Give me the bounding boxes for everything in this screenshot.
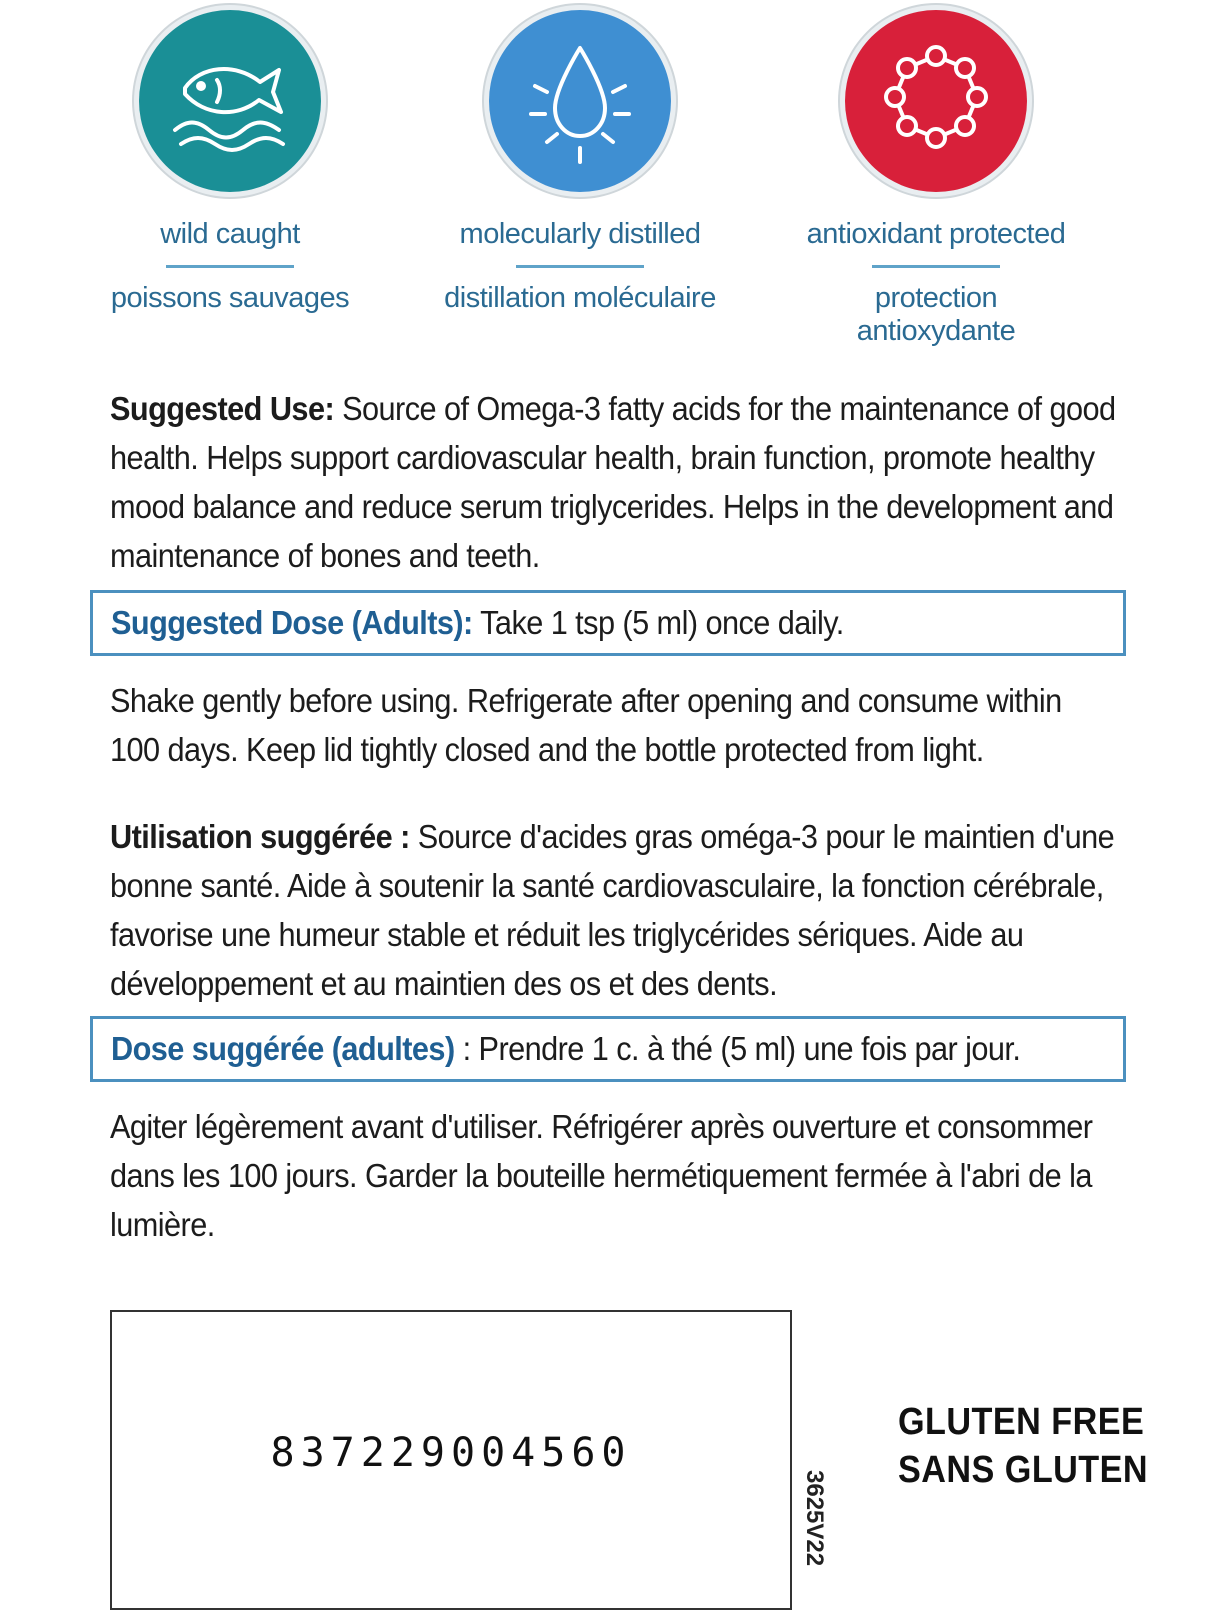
utilisation-label: Utilisation suggérée : xyxy=(110,818,410,855)
molecule-ring-icon xyxy=(845,10,1027,192)
suggested-use-section xyxy=(110,384,1120,580)
utilisation-section xyxy=(110,812,1120,1008)
barcode-box xyxy=(110,1310,792,1610)
barcode-number: 837229004560 xyxy=(270,1430,632,1476)
gluten-free-fr: SANS GLUTEN xyxy=(898,1449,1149,1491)
badge-label-fr: poissons sauvages xyxy=(110,282,350,314)
gluten-free-en: GLUTEN FREE xyxy=(898,1401,1145,1443)
badge-divider xyxy=(166,265,294,268)
utilisation-text: Source d'acides gras oméga-3 pour le maintien d'une bonne santé. Aide à soutenir la santé cardiovasculaire, la fonction cérébrale, favorise une humeur stable et réduit les triglycérides sériques. Aide au développement et au maintien des os et des dents. xyxy=(110,818,1115,1002)
badge-label-en: molecularly distilled xyxy=(459,218,701,250)
badge-divider xyxy=(516,265,644,268)
lot-code: 3625V22 xyxy=(801,1470,828,1567)
suggested-use-label: Suggested Use: xyxy=(110,390,335,427)
suggested-use-text: Source of Omega-3 fatty acids for the maintenance of good health. Helps support cardiovascular health, brain function, promote healthy mood balance and reduce serum triglycerides. Helps in the development and maintenance of bones and teeth. xyxy=(110,390,1116,574)
directions-fr-section xyxy=(110,1102,1120,1249)
suggested-dose-text: Take 1 tsp (5 ml) once daily. xyxy=(472,604,844,641)
badge-wild-caught xyxy=(90,10,370,315)
badge-antioxidant-protected xyxy=(796,10,1076,348)
badge-molecularly-distilled xyxy=(440,10,720,315)
suggested-use-paragraph xyxy=(110,384,1119,580)
dose-suggeree-box xyxy=(90,1016,1126,1082)
directions-en-section xyxy=(110,676,1120,774)
suggested-dose-label: Suggested Dose (Adults): xyxy=(111,604,473,641)
badge-label-fr: distillation moléculaire xyxy=(444,282,716,314)
badge-label-fr: protection antioxydante xyxy=(856,282,1016,347)
badge-label-en: wild caught xyxy=(160,218,300,250)
dose-suggeree-text: : Prendre 1 c. à thé (5 ml) une fois par jour. xyxy=(454,1030,1021,1067)
dose-suggeree-label: Dose suggérée (adultes) xyxy=(111,1030,455,1067)
badge-label-en: antioxidant protected xyxy=(806,218,1066,250)
utilisation-paragraph xyxy=(110,812,1119,1008)
droplet-icon xyxy=(489,10,671,192)
suggested-dose-box xyxy=(90,590,1126,656)
directions-fr-paragraph: Agiter légèrement avant d'utiliser. Réfrigérer après ouverture et consommer dans les 100 jours. Garder la bouteille hermétiquement fermée à l'abri de la lumière. xyxy=(110,1108,1093,1243)
badge-divider xyxy=(872,265,1000,268)
feature-badges xyxy=(0,0,1224,347)
gluten-free-label xyxy=(898,1398,1148,1494)
directions-en-paragraph: Shake gently before using. Refrigerate after opening and consume within 100 days. Keep lid tightly closed and the bottle protected from light. xyxy=(110,682,1062,768)
fish-icon xyxy=(139,10,321,192)
